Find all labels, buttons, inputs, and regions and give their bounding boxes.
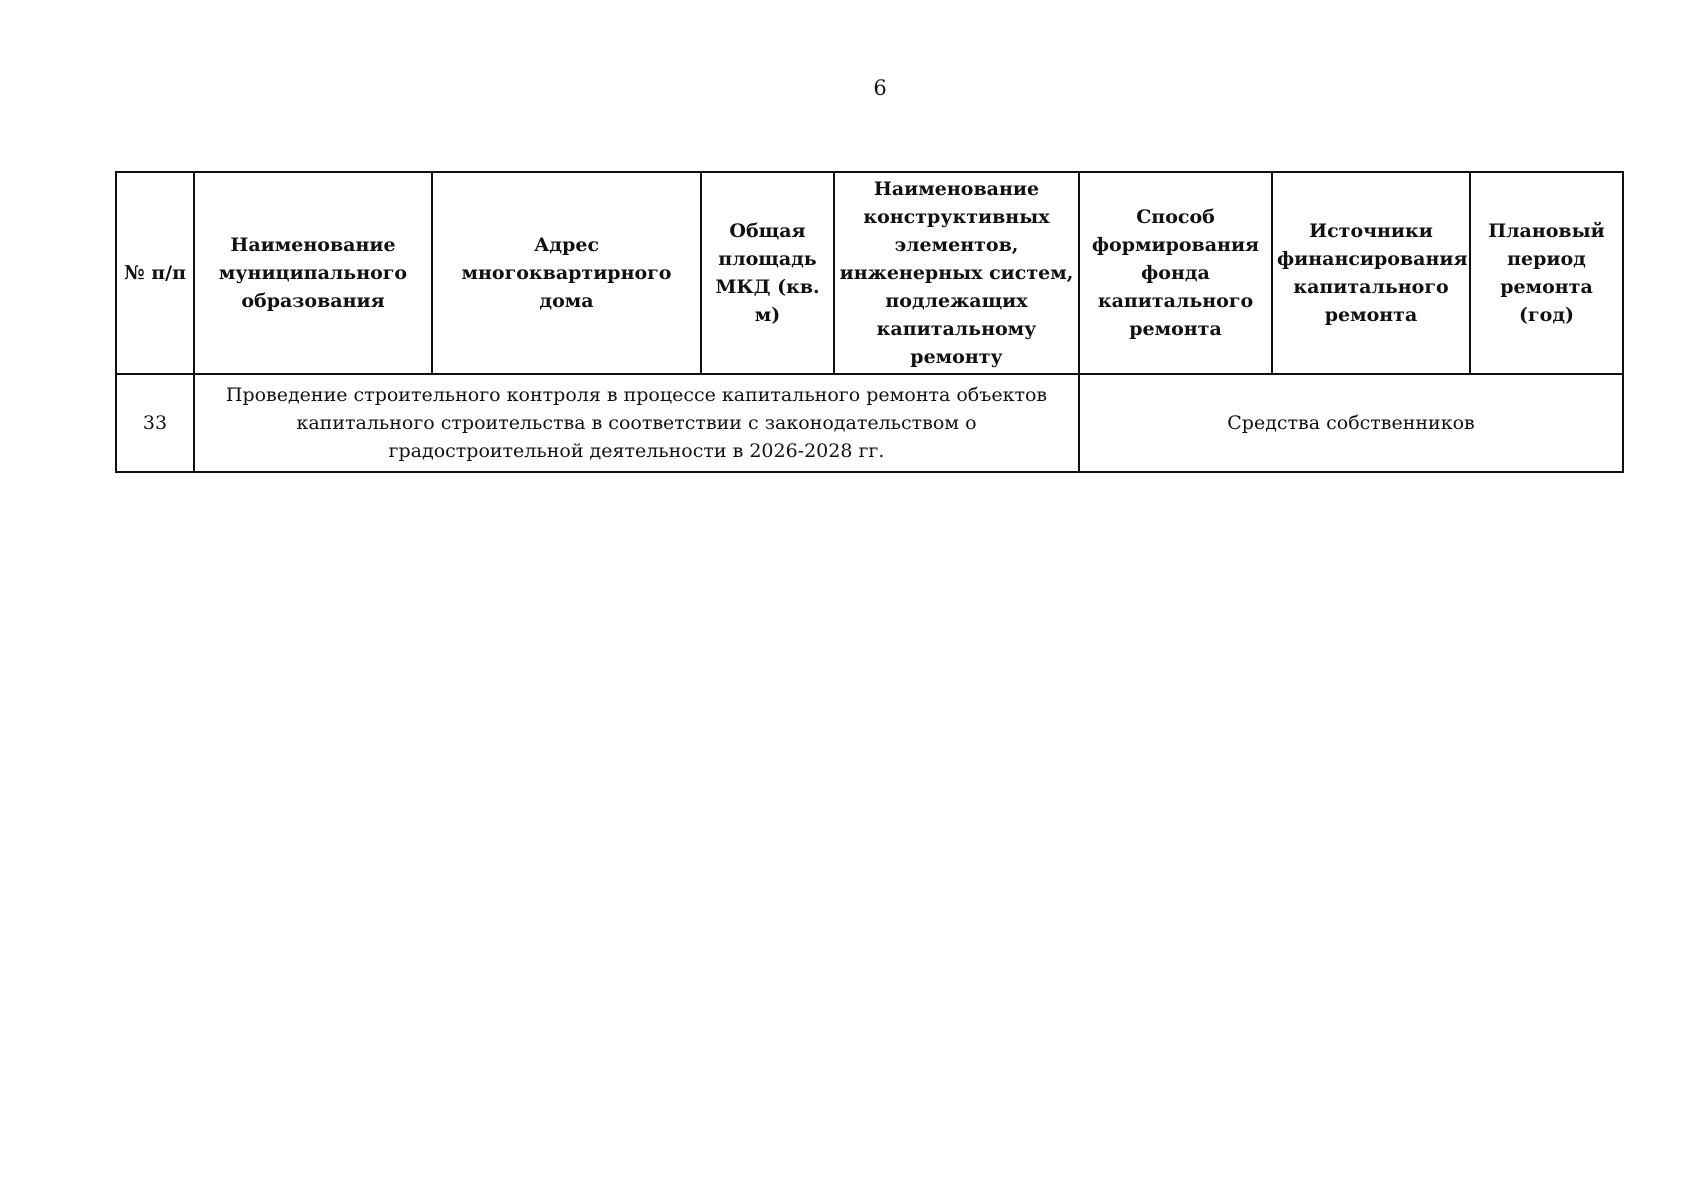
header-funding-sources: Источники финансирования капитального ремонта (1272, 172, 1470, 374)
header-area: Общая площадь МКД (кв. м) (701, 172, 834, 374)
header-number: № п/п (116, 172, 194, 374)
page-number: 6 (873, 76, 887, 100)
row-number: 33 (116, 374, 194, 472)
row-description: Проведение строительного контроля в процессе капитального ремонта объектов капитального строительства в соответствии с законодательством о градостроительной деятельности в 2026-2028 гг. (194, 374, 1079, 472)
capital-repair-table (115, 171, 1624, 473)
header-elements: Наименование конструктивных элементов, инженерных систем, подлежащих капитальному ремонту (834, 172, 1079, 374)
row-funding: Средства собственников (1079, 374, 1623, 472)
table-header-row (116, 172, 1623, 374)
header-municipality: Наименование муниципального образования (194, 172, 432, 374)
header-planned-period: Плановый период ремонта (год) (1470, 172, 1623, 374)
header-address: Адрес многоквартирного дома (432, 172, 701, 374)
header-fund-method: Способ формирования фонда капитального ремонта (1079, 172, 1272, 374)
table-row (116, 374, 1623, 472)
